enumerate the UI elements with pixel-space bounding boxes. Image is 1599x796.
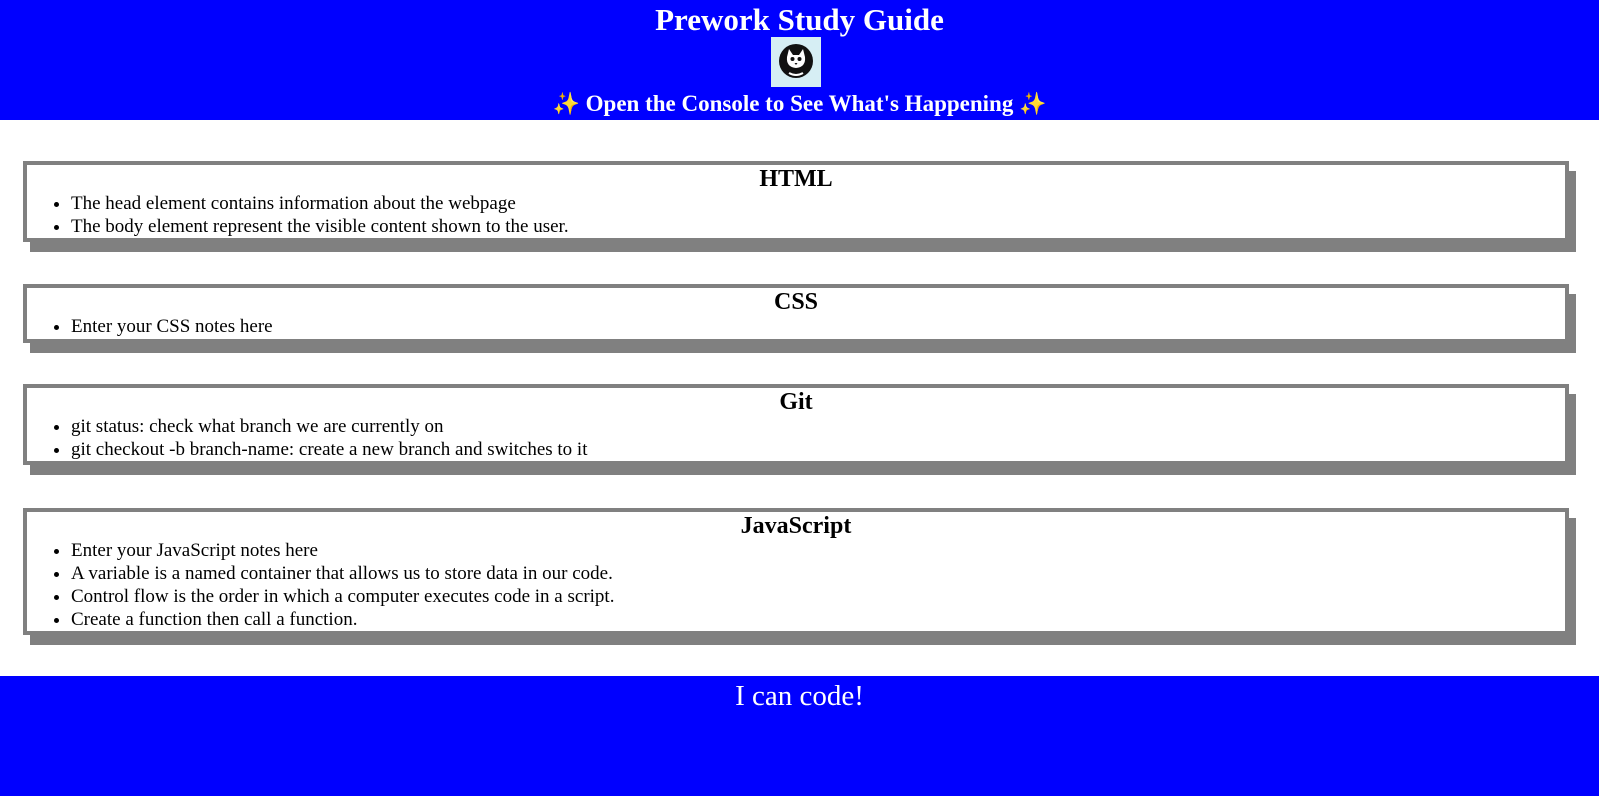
footer-text: I can code! <box>735 680 864 712</box>
section-title: Git <box>779 389 813 415</box>
section-css <box>23 284 1569 343</box>
avatar <box>771 37 821 87</box>
list-item: • git checkout -b branch-name: create a new branch and switches to it <box>71 438 1565 461</box>
section-title: JavaScript <box>740 513 852 539</box>
list-item: • Create a function then call a function. <box>71 608 1565 631</box>
sparkle-left-icon: ✨ <box>552 92 580 117</box>
section-title: HTML <box>759 166 833 192</box>
section-javascript <box>23 508 1569 635</box>
list-item: • Control flow is the order in which a computer executes code in a script. <box>71 585 1565 608</box>
subtitle-text: Open the Console to See What's Happening <box>585 91 1014 116</box>
sparkle-right-icon: ✨ <box>1019 92 1047 117</box>
page-header <box>0 0 1599 120</box>
section-title: CSS <box>773 289 819 315</box>
list-item: • Enter your CSS notes here <box>71 315 1565 338</box>
cat-avatar-icon <box>771 37 821 87</box>
page-title: Prework Study Guide <box>655 2 944 37</box>
list-item: • git status: check what branch we are currently on <box>71 415 1565 438</box>
notes-list <box>27 315 1565 338</box>
list-item: • The body element represent the visible content shown to the user. <box>71 215 1565 238</box>
list-item: • A variable is a named container that allows us to store data in our code. <box>71 562 1565 585</box>
page-subtitle <box>0 90 1599 119</box>
page-footer <box>0 676 1599 796</box>
notes-list <box>27 539 1565 631</box>
list-item: • The head element contains information about the webpage <box>71 192 1565 215</box>
notes-list <box>27 192 1565 238</box>
notes-list <box>27 415 1565 461</box>
section-git <box>23 384 1569 465</box>
list-item: • Enter your JavaScript notes here <box>71 539 1565 562</box>
section-html <box>23 161 1569 242</box>
